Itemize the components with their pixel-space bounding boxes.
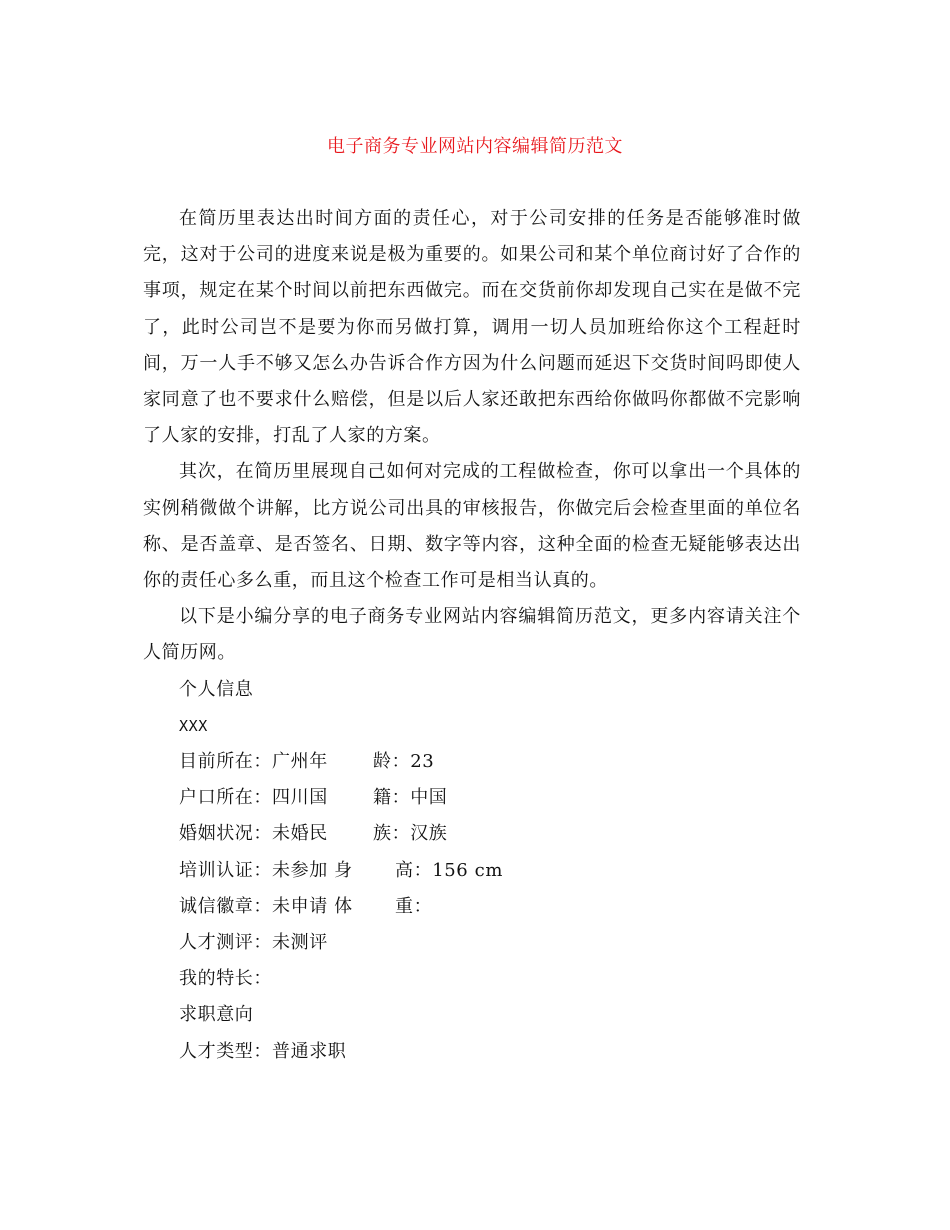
info-left: 婚姻状况：未婚民 xyxy=(179,823,328,845)
info-row-hukou-nationality xyxy=(143,780,801,816)
document-body xyxy=(143,201,801,1070)
paragraph-inspection: 其次，在简历里展现自己如何对完成的工程做检查，你可以拿出一个具体的实例稍微做个讲解，比方说公司出具的审核报告，你做完后会检查里面的单位名称、是否盖章、是否签名、日期、数字等内容，这种全面的检查无疑能够表达出你的责任心多么重，而且这个检查工作可是相当认真的。 xyxy=(143,461,801,592)
paragraph-intro: 以下是小编分享的电子商务专业网站内容编辑简历范文，更多内容请关注个人简历网。 xyxy=(143,606,801,664)
info-row-marital-ethnicity xyxy=(143,816,801,852)
document-title: 电子商务专业网站内容编辑简历范文 xyxy=(327,136,623,157)
candidate-name: XXX xyxy=(179,716,208,735)
info-left: 户口所在：四川国 xyxy=(179,787,328,809)
info-right: 龄：23 xyxy=(373,751,435,773)
section-heading-job-intention: 求职意向 xyxy=(179,1004,254,1026)
info-left: 诚信徽章：未申请 体 xyxy=(179,895,353,917)
specialty: 我的特长： xyxy=(179,968,272,990)
info-row-credit-weight xyxy=(143,889,801,925)
info-row-location-age xyxy=(143,744,801,780)
talent-evaluation: 人才测评：未测评 xyxy=(179,932,328,954)
section-heading-personal-info: 个人信息 xyxy=(179,678,254,700)
talent-type: 人才类型：普通求职 xyxy=(179,1040,347,1062)
paragraph-responsibility-time: 在简历里表达出时间方面的责任心，对于公司安排的任务是否能够准时做完，这对于公司的进度来说是极为重要的。如果公司和某个单位商讨好了合作的事项，规定在某个时间以前把东西做完。而在交货前你却发现自己实在是做不完了，此时公司岂不是要为你而另做打算，调用一切人员加班给你这个工程赶时间，万一人手不够又怎么办告诉合作方因为什么问题而延迟下交货时间吗即使人家同意了也不要求什么赔偿，但是以后人家还敢把东西给你做吗你都做不完影响了人家的安排，打乱了人家的方案。 xyxy=(143,208,801,447)
info-left: 培训认证：未参加 身 xyxy=(179,859,353,881)
info-right: 籍：中国 xyxy=(373,787,448,809)
info-row-training-height xyxy=(143,853,801,889)
info-right: 族：汉族 xyxy=(373,823,448,845)
info-right: 高：156 cm xyxy=(395,859,504,881)
info-left: 目前所在：广州年 xyxy=(179,751,328,773)
info-right: 重： xyxy=(395,895,433,917)
